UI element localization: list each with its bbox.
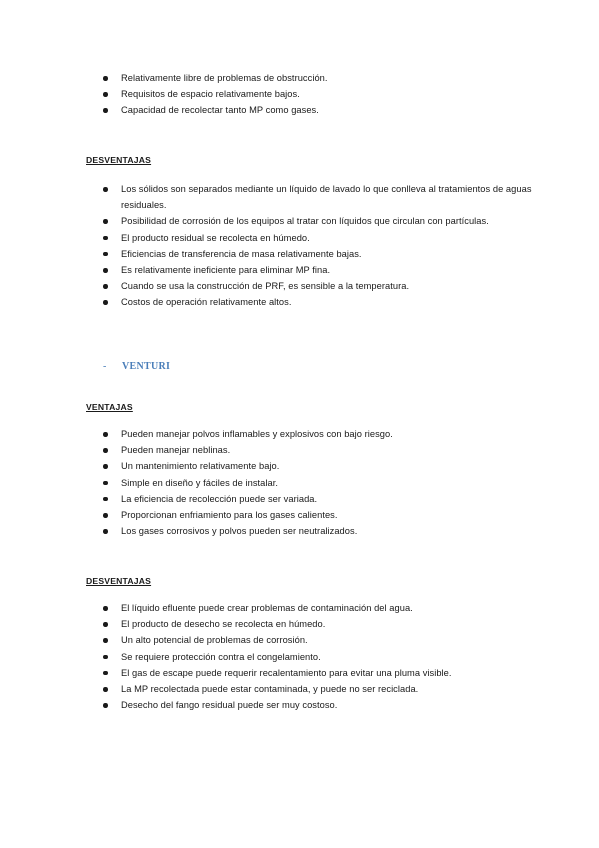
- list-item: Cuando se usa la construcción de PRF, es sensible a la temperatura.: [0, 278, 599, 294]
- bullet-icon: [103, 236, 108, 241]
- bullet-icon: [103, 187, 108, 192]
- bullet-icon: [103, 622, 108, 627]
- bullet-icon: [103, 464, 108, 469]
- bullet-icon: [103, 300, 108, 305]
- list-item: Capacidad de recolectar tanto MP como gases.: [0, 102, 368, 118]
- bullet-icon: [103, 252, 108, 257]
- list-item: El gas de escape puede requerir recalentamiento para evitar una pluma visible.: [0, 665, 492, 681]
- bullet-icon: [103, 284, 108, 289]
- bullet-icon: [103, 268, 108, 273]
- bullet-icon: [103, 687, 108, 692]
- list-item: Simple en diseño y fáciles de instalar.: [0, 475, 433, 491]
- bullet-icon: [103, 432, 108, 437]
- bullet-icon: [103, 606, 108, 611]
- bullet-icon: [103, 497, 108, 502]
- desventajas-heading-2: DESVENTAJAS: [86, 576, 152, 586]
- list-item: Se requiere protección contra el congelamiento.: [0, 649, 492, 665]
- list-item: Eficiencias de transferencia de masa relativamente bajas.: [0, 246, 599, 262]
- list-item: Requisitos de espacio relativamente bajos.: [0, 86, 368, 102]
- list-item: Pueden manejar neblinas.: [0, 442, 433, 458]
- bullet-icon: [103, 108, 108, 113]
- bullet-icon: [103, 671, 108, 676]
- list-item: Costos de operación relativamente altos.: [0, 294, 599, 310]
- list-item: Los sólidos son separados mediante un líquido de lavado lo que conlleva al tratamientos de aguas residuales.: [0, 181, 599, 213]
- venturi-section-title: - VENTURI: [103, 361, 171, 372]
- bullet-icon: [103, 448, 108, 453]
- list-item: Los gases corrosivos y polvos pueden ser neutralizados.: [0, 523, 433, 539]
- bullet-icon: [103, 76, 108, 81]
- bullet-icon: [103, 219, 108, 224]
- bullet-icon: [103, 481, 108, 486]
- list-item: El producto de desecho se recolecta en húmedo.: [0, 616, 492, 632]
- list-item: La MP recolectada puede estar contaminada, y puede no ser reciclada.: [0, 681, 492, 697]
- bullet-icon: [103, 529, 108, 534]
- list-item: Un mantenimiento relativamente bajo.: [0, 458, 433, 474]
- dash-marker: -: [103, 361, 107, 372]
- bullet-icon: [103, 703, 108, 708]
- desventajas-list: [0, 181, 599, 311]
- list-item: Es relativamente ineficiente para eliminar MP fina.: [0, 262, 599, 278]
- bullet-icon: [103, 655, 108, 660]
- ventajas-list: [0, 426, 433, 539]
- bullet-icon: [103, 513, 108, 518]
- list-item: Relativamente libre de problemas de obstrucción.: [0, 70, 368, 86]
- bullet-icon: [103, 638, 108, 643]
- list-item: La eficiencia de recolección puede ser variada.: [0, 491, 433, 507]
- intro-advantages-list: [0, 70, 368, 119]
- list-item: El producto residual se recolecta en húmedo.: [0, 230, 599, 246]
- list-item: Pueden manejar polvos inflamables y explosivos con bajo riesgo.: [0, 426, 433, 442]
- list-item: Posibilidad de corrosión de los equipos al tratar con líquidos que circulan con partículas.: [0, 213, 599, 229]
- list-item: El líquido efluente puede crear problemas de contaminación del agua.: [0, 600, 492, 616]
- list-item: Un alto potencial de problemas de corrosión.: [0, 632, 492, 648]
- list-item: Proporcionan enfriamiento para los gases calientes.: [0, 507, 433, 523]
- desventajas-list-2: [0, 600, 492, 713]
- desventajas-heading: DESVENTAJAS: [86, 155, 152, 165]
- list-item: Desecho del fango residual puede ser muy costoso.: [0, 697, 492, 713]
- bullet-icon: [103, 92, 108, 97]
- ventajas-heading: VENTAJAS: [86, 402, 133, 412]
